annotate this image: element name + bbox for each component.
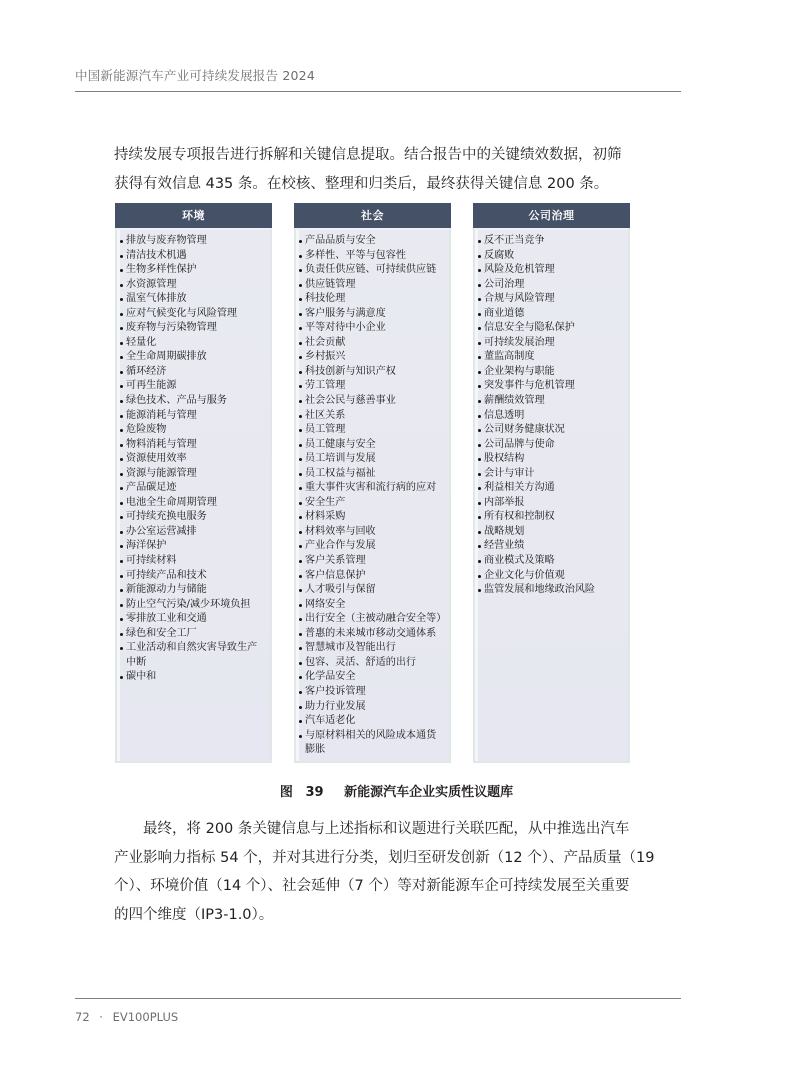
topic-item: 员工管理 [298,423,449,438]
topic-item: 员工健康与安全 [298,438,449,453]
topic-item: 科技伦理 [298,292,449,307]
topic-item: 社会公民与慈善事业 [298,394,449,409]
topic-item: 公司品牌与使命 [477,438,628,453]
topic-item: 客户投诉管理 [298,685,449,700]
header-divider [75,91,681,92]
topic-item: 安全生产 [298,496,449,511]
closing-line: 最终，将 200 条关键信息与上述指标和议题进行关联匹配，从中推选出汽车 [143,821,630,837]
intro-line: 持续发展专项报告进行拆解和关键信息提取。结合报告中的关键绩效数据，初筛 [114,147,622,163]
intro-line: 获得有效信息 435 条。在校核、整理和归类后，最终获得关键信息 200 条。 [114,175,609,192]
topic-item: 绿色和安全工厂 [119,627,270,642]
topic-item-line: 中断 [126,656,147,668]
topic-item: 物料消耗与管理 [119,438,270,453]
topic-item: 负责任供应链、可持续供应链 [298,263,449,278]
topic-item: 办公室运营减排 [119,525,270,540]
topic-item: 乡村振兴 [298,350,449,365]
closing-line: 产业影响力指标 54 个，并对其进行分类，划归至研发创新（12 个）、产品质量（19 [114,849,655,866]
topic-item: 信息透明 [477,409,628,424]
page-footer [75,1010,178,1024]
topic-item: 全生命周期碳排放 [119,350,270,365]
topic-item: 股权结构 [477,452,628,467]
topic-item: 客户信息保护 [298,569,449,584]
topic-item: 供应链管理 [298,278,449,293]
column-governance [473,203,630,763]
topic-item: 普惠的未来城市移动交通体系 [298,627,449,642]
topic-item: 突发事件与危机管理 [477,379,628,394]
topic-item: 公司治理 [477,278,628,293]
figure-caption-title: 新能源汽车企业实质性议题库 [344,785,514,800]
topic-item: 合规与风险管理 [477,292,628,307]
topic-item: 危险废物 [119,423,270,438]
topic-item: 电池全生命周期管理 [119,496,270,511]
closing-line: 个）、环境价值（14 个）、社会延伸（7 个）等对新能源车企可持续发展至关重要 [114,878,630,894]
column-environment [115,203,272,763]
topic-item: 应对气候变化与风险管理 [119,307,270,322]
topic-item: 产业合作与发展 [298,539,449,554]
topic-item: 监管发展和地缘政治风险 [477,583,628,598]
topic-item: 网络安全 [298,598,449,613]
topic-item: 材料采购 [298,510,449,525]
topic-item: 产品碳足迹 [119,481,270,496]
materiality-topic-figure [115,203,631,763]
closing-paragraph [114,815,655,929]
topic-item: 轻量化 [119,336,270,351]
closing-line: 的四个维度（IP3-1.0）。 [114,906,274,923]
topic-item: 温室气体排放 [119,292,270,307]
topic-item: 董监高制度 [477,350,628,365]
topic-item: 企业架构与职能 [477,365,628,380]
topic-list-environment [117,230,270,685]
topic-item: 智慧城市及智能出行 [298,641,449,656]
column-body-environment [115,228,272,763]
topic-item: 反腐败 [477,249,628,264]
topic-item: 能源消耗与管理 [119,409,270,424]
topic-item: 生物多样性保护 [119,263,270,278]
topic-item: 客户关系管理 [298,554,449,569]
page-number: 72 [75,1010,90,1024]
topic-item: 科技创新与知识产权 [298,365,449,380]
topic-item: 内部举报 [477,496,628,511]
topic-item: 员工培训与发展 [298,452,449,467]
topic-item: 水资源管理 [119,278,270,293]
topic-item: 所有权和控制权 [477,510,628,525]
topic-list-governance [475,230,628,598]
topic-item [298,729,449,758]
topic-item: 循环经济 [119,365,270,380]
topic-item: 产品品质与安全 [298,234,449,249]
column-header-governance: 公司治理 [473,203,630,228]
topic-item: 废弃物与污染物管理 [119,321,270,336]
topic-item: 战略规划 [477,525,628,540]
topic-item: 薪酬绩效管理 [477,394,628,409]
topic-item: 可持续材料 [119,554,270,569]
topic-item: 商业道德 [477,307,628,322]
topic-list-social [296,230,449,758]
column-header-social: 社会 [294,203,451,228]
topic-item-line: 膨胀 [305,744,326,756]
topic-item: 风险及危机管理 [477,263,628,278]
column-body-governance [473,228,630,763]
topic-item: 人才吸引与保留 [298,583,449,598]
column-social [294,203,451,763]
topic-item: 绿色技术、产品与服务 [119,394,270,409]
topic-item: 重大事件灾害和流行病的应对 [298,481,449,496]
topic-item: 社区关系 [298,409,449,424]
topic-item: 商业模式及策略 [477,554,628,569]
topic-item: 新能源动力与储能 [119,583,270,598]
topic-item: 经营业绩 [477,539,628,554]
topic-item: 反不正当竞争 [477,234,628,249]
topic-item: 平等对待中小企业 [298,321,449,336]
topic-item: 排放与废弃物管理 [119,234,270,249]
topic-item: 公司财务健康状况 [477,423,628,438]
topic-item: 利益相关方沟通 [477,481,628,496]
column-body-social [294,228,451,763]
topic-item: 包容、灵活、舒适的出行 [298,656,449,671]
topic-item: 清洁技术机遇 [119,249,270,264]
topic-item: 碳中和 [119,670,270,685]
column-header-environment: 环境 [115,203,272,228]
topic-item: 企业文化与价值观 [477,569,628,584]
footer-brand: EV100PLUS [112,1010,179,1024]
topic-item: 信息安全与隐私保护 [477,321,628,336]
topic-item: 汽车适老化 [298,714,449,729]
footer-separator: · [99,1010,103,1024]
topic-item: 会计与审计 [477,467,628,482]
topic-item: 化学品安全 [298,670,449,685]
topic-item: 零排放工业和交通 [119,612,270,627]
topic-item-line: 与原材料相关的风险成本通货 [305,729,437,741]
topic-item: 出行安全（主被动融合安全等） [298,612,449,627]
topic-item: 资源与能源管理 [119,467,270,482]
topic-item: 劳工管理 [298,379,449,394]
topic-item: 客户服务与满意度 [298,307,449,322]
footer-divider [75,998,681,999]
figure-caption-label: 图 [279,785,293,800]
topic-item: 助力行业发展 [298,700,449,715]
topic-item: 员工权益与福祉 [298,467,449,482]
topic-item: 可持续产品和技术 [119,569,270,584]
topic-item: 防止空气污染/减少环境负担 [119,598,270,613]
intro-paragraph [114,141,622,198]
topic-item: 可持续发展治理 [477,336,628,351]
topic-item: 社会贡献 [298,336,449,351]
topic-item: 资源使用效率 [119,452,270,467]
topic-item-line: 工业活动和自然灾害导致生产 [126,642,258,654]
topic-item [119,641,270,670]
figure-caption [0,781,793,800]
topic-item: 海洋保护 [119,539,270,554]
topic-item: 材料效率与回收 [298,525,449,540]
running-header-title: 中国新能源汽车产业可持续发展报告 2024 [75,68,315,83]
topic-item: 多样性、平等与包容性 [298,249,449,264]
figure-caption-number: 39 [305,785,324,800]
topic-item: 可持续充换电服务 [119,510,270,525]
topic-item: 可再生能源 [119,379,270,394]
